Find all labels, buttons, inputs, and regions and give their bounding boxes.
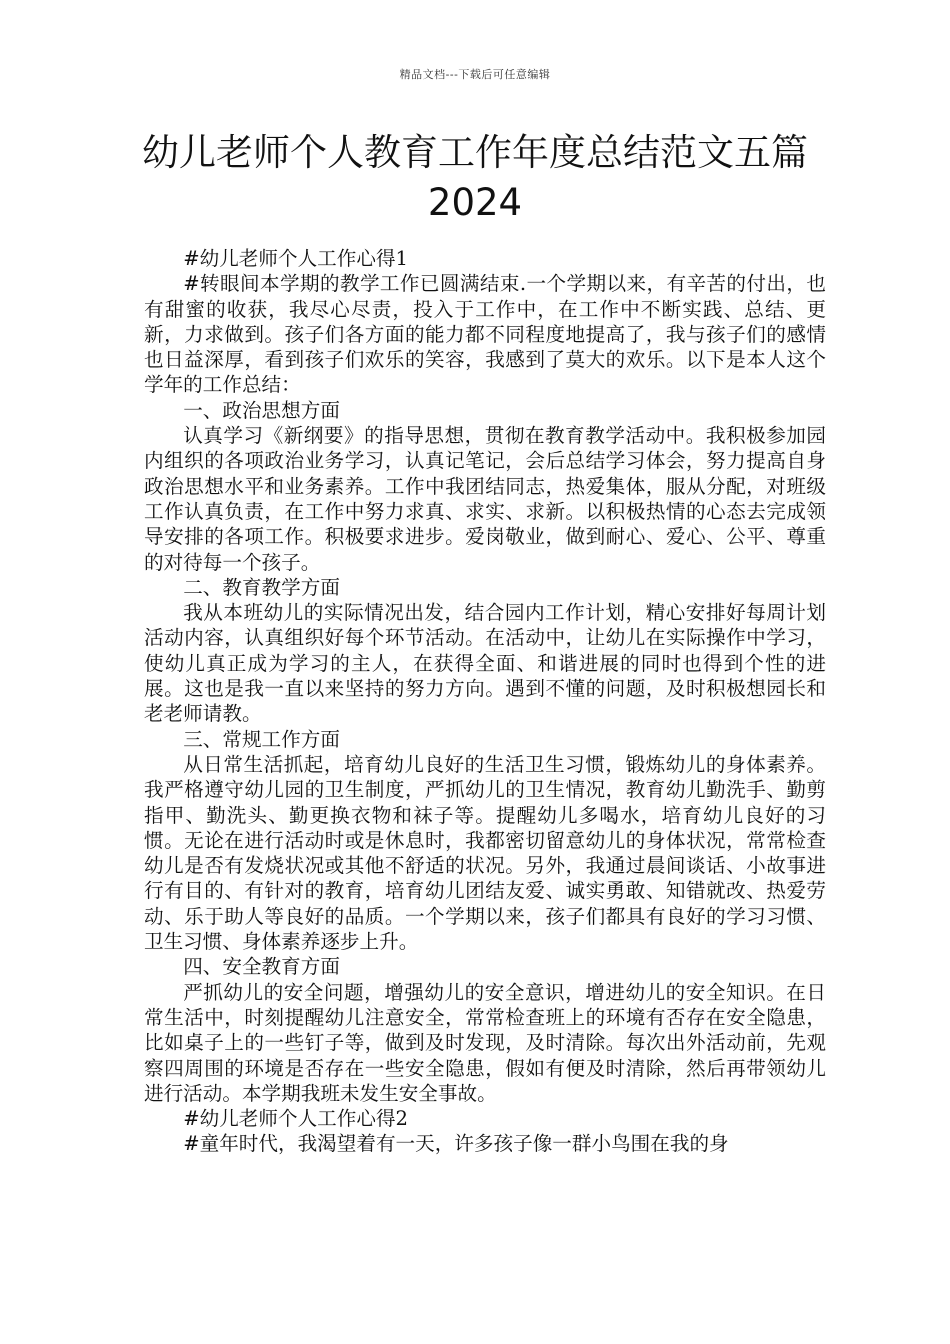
paragraph: 认真学习《新纲要》的指导思想，贯彻在教育教学活动中。我积极参加园内组织的各项政治业务学习，认真记笔记，会后总结学习体会，努力提高自身政治思想水平和业务素养。工作中我团结同志，热爱集体，服从分配，对班级工作认真负责，在工作中努力求真、求实、求新。以积极热情的心态去完成领导安排的各项工作。积极要求进步。爱岗敬业，做到耐心、爱心、公平、尊重的对待每一个孩子。 bbox=[144, 424, 826, 574]
section-heading: #幼儿老师个人工作心得1 bbox=[183, 247, 409, 270]
paragraph: #童年时代，我渴望着有一天，许多孩子像一群小鸟围在我的身 bbox=[183, 1132, 729, 1156]
header-note: 精品文档---下载后可任意编辑 bbox=[399, 68, 551, 81]
paragraph: 我从本班幼儿的实际情况出发，结合园内工作计划，精心安排好每周计划活动内容，认真组织好每个环节活动。在活动中，让幼儿在实际操作中学习，使幼儿真正成为学习的主人，在获得全面、和谐进展的同时也得到个性的进展。这也是我一直以来坚持的努力方向。遇到不懂的问题，及时积极想园长和老老师请教。 bbox=[144, 601, 826, 726]
paragraph: #转眼间本学期的教学工作已圆满结束.一个学期以来，有辛苦的付出，也有甜蜜的收获，我尽心尽责，投入于工作中，在工作中不断实践、总结、更新，力求做到。孩子们各方面的能力都不同程度地提高了，我与孩子们的感情也日益深厚，看到孩子们欢乐的笑容，我感到了莫大的欢乐。以下是本人这个学年的工作总结： bbox=[144, 272, 826, 397]
section-heading: 三、常规工作方面 bbox=[183, 727, 340, 751]
paragraph: 严抓幼儿的安全问题，增强幼儿的安全意识，增进幼儿的安全知识。在日常生活中，时刻提醒幼儿注意安全，常常检查班上的环境有否存在安全隐患，比如桌子上的一些钉子等，做到及时发现，及时清除。每次出外活动前，先观察四周围的环境是否存在一些安全隐患，假如有便及时清除，然后再带领幼儿进行活动。本学期我班未发生安全事故。 bbox=[144, 980, 826, 1105]
section-heading: #幼儿老师个人工作心得2 bbox=[183, 1107, 409, 1131]
paragraph: 从日常生活抓起，培育幼儿良好的生活卫生习惯，锻炼幼儿的身体素养。我严格遵守幼儿园的卫生制度，严抓幼儿的卫生情况，教育幼儿勤洗手、勤剪指甲、勤洗头、勤更换衣物和袜子等。提醒幼儿多喝水，培育幼儿良好的习惯。无论在进行活动时或是休息时，我都密切留意幼儿的身体状况，常常检查幼儿是否有发烧状况或其他不舒适的状况。另外，我通过晨间谈话、小故事进行有目的、有针对的教育，培育幼儿团结友爱、诚实勇敢、知错就改、热爱劳动、乐于助人等良好的品质。一个学期以来，孩子们都具有良好的学习习惯、卫生习惯、身体素养逐步上升。 bbox=[144, 752, 826, 954]
section-heading: 四、安全教育方面 bbox=[183, 955, 340, 979]
section-heading: 二、教育教学方面 bbox=[183, 575, 340, 599]
document-title: 幼儿老师个人教育工作年度总结范文五篇2024 bbox=[142, 131, 808, 224]
document-body bbox=[144, 246, 826, 1157]
section-heading: 一、政治思想方面 bbox=[183, 398, 340, 422]
